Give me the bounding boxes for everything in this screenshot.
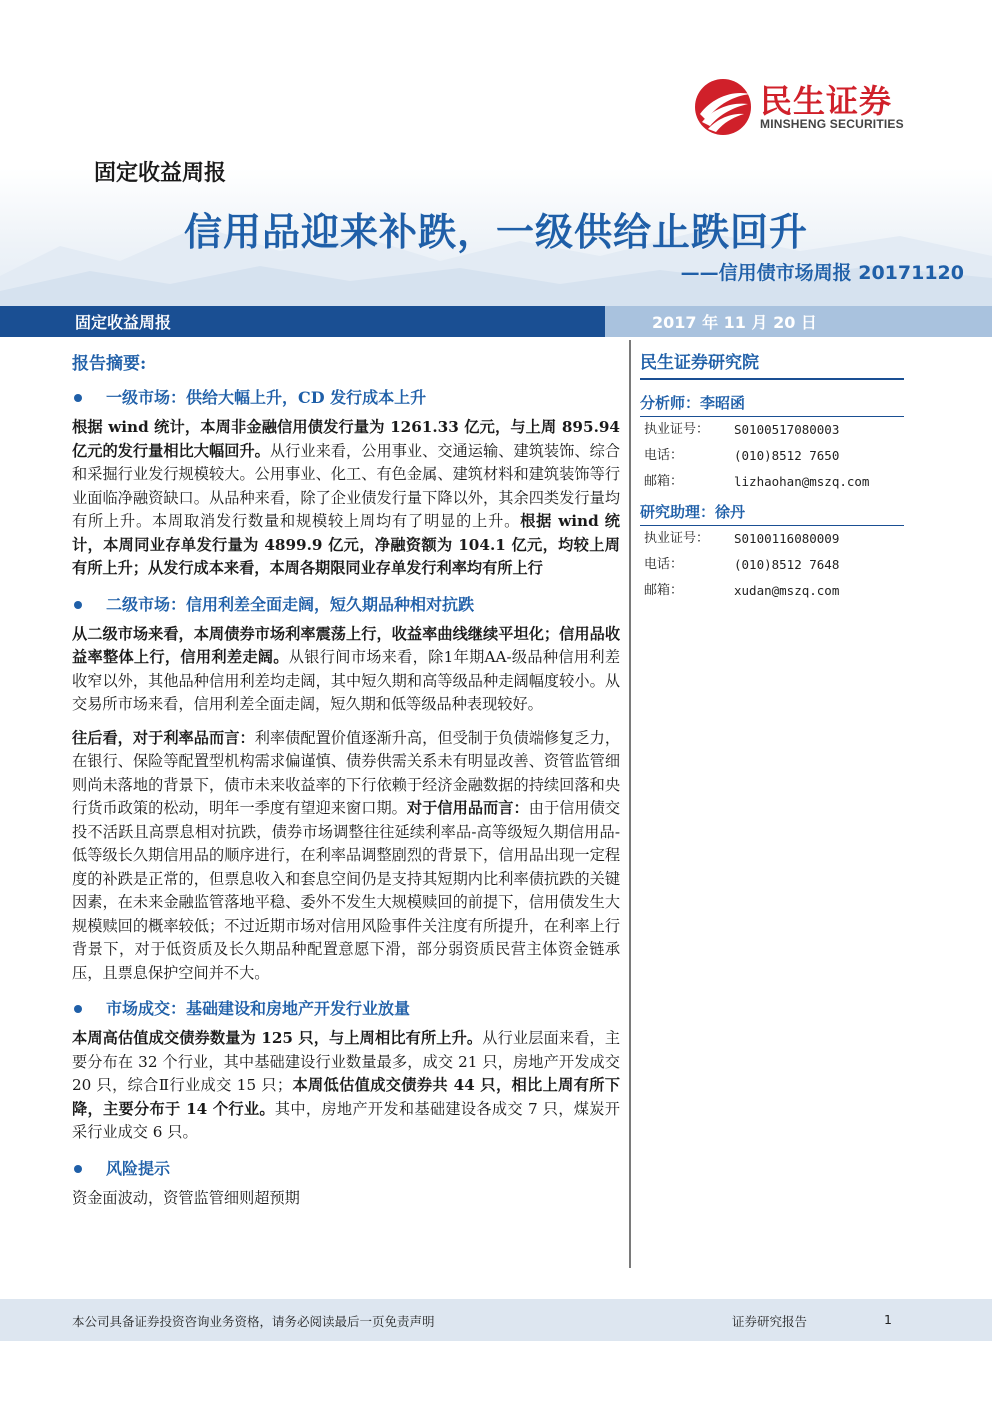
section-heading bbox=[72, 591, 620, 619]
section-heading bbox=[72, 384, 620, 412]
assistant-license-value: S0100116080009 bbox=[734, 531, 840, 546]
assistant-phone-value: (010)8512 7648 bbox=[734, 557, 840, 572]
analyst-email-row bbox=[640, 469, 908, 495]
bar-category-label: 固定收益周报 bbox=[75, 313, 172, 332]
paragraph-bold-run: 根据 wind 统计，本周同业存单发行量为 4899.9 亿元，净融资额为 104.1 亿元，均较上周有所上升；从发行成本来看，本周各期限同业存单发行利率均有所上行 bbox=[72, 512, 620, 577]
paragraph-run: 从行业层面来看，主要分布在 32 个行业，其中基础建设行业数量最多，成交 21 只，房地产开发成交 20 只，综合Ⅱ行业成交 15 只； bbox=[72, 1029, 621, 1094]
paragraph-run: 由于信用债交投不活跃且高票息相对抗跌，债券市场调整往往延续利率品-高等级短久期信用品-低等级长久期信用品的顺序进行，在利率品调整剧烈的背景下，信用品出现一定程度的补跌是正常的，但票息收入和套息空间仍是支持其短期内比利率债抗跌的关键因素，在未来金融监管落地平稳、委外不发生大规模赎回的前提下，信用债发生大规模赎回的概率较低；不过近期市场对信用风险事件关注度有所提升，在利率上行背景下，对于低资质及长久期品种配置意愿下滑，部分弱资质民营主体资金链承压，且票息保护空间并不大。 bbox=[72, 799, 621, 982]
paragraph-bold-run: 从二级市场来看，本周债券市场利率震荡上行，收益率曲线继续平坦化；信用品收益率整体上行，信用利差走阔。 bbox=[72, 624, 620, 666]
assistant-email-label: 邮箱： bbox=[644, 583, 684, 598]
bullet-dot-icon bbox=[74, 1165, 82, 1173]
paragraph-run: 从行业来看，公用事业、交通运输、建筑装饰、综合和采掘行业发行规模较大。公用事业、化工、有色金属、建筑材料和建筑装饰等行业面临净融资缺口。从品种来看，除了企业债发行量下降以外，其余四类发行量均有所上升。本周取消发行数量和规模较上周均有了明显的上升。 bbox=[72, 441, 621, 530]
paragraph-bold-run: 本周高估值成交债券数量为 125 只，与上周相比有所上升。 bbox=[72, 1029, 483, 1047]
footer-disclaimer: 本公司具备证券投资咨询业务资格，请务必阅读最后一页免责声明 bbox=[72, 1314, 435, 1329]
column-divider bbox=[629, 340, 631, 1268]
section-heading-text: 一级市场：供给大幅上升，CD 发行成本上升 bbox=[106, 388, 427, 407]
assistant-role: 研究助理：徐丹 bbox=[640, 503, 746, 521]
logo-mark-icon bbox=[692, 76, 754, 138]
analyst-license-value: S0100517080003 bbox=[734, 422, 840, 437]
report-subtitle: ——信用债市场周报 20171120 bbox=[680, 262, 964, 284]
paragraph-run: 利率债配置价值逐渐升高，但受制于负债端修复乏力，在银行、保险等配置型机构需求偏谨慎、债券供需关系未有明显改善、资管监管细则尚未落地的背景下，债市未来收益率的下行依赖于经济金融数据的持续回落和央行货币政策的松动，明年一季度有望迎来窗口期。 bbox=[72, 728, 621, 817]
analyst-email-value[interactable]: lizhaohan@mszq.com bbox=[734, 474, 870, 489]
bullet-dot-icon bbox=[74, 601, 82, 609]
minsheng-logo bbox=[692, 76, 928, 136]
institute-name: 民生证券研究院 bbox=[640, 353, 759, 373]
paragraph-bold-run: 对于信用品而言： bbox=[406, 799, 529, 817]
paragraph-run: 其中，房地产开发和基础建设各成交 7 只，煤炭开采行业成交 6 只。 bbox=[72, 1099, 620, 1141]
paragraph-bold-run: 根据 wind 统计，本周非金融信用债发行量为 1261.33 亿元，与上周 895.94 亿元的发行量相比大幅回升。 bbox=[72, 418, 620, 460]
assistant-license-row bbox=[640, 526, 908, 552]
analyst-sidebar bbox=[640, 348, 908, 604]
section-paragraph bbox=[72, 1027, 620, 1145]
assistant-phone-row bbox=[640, 552, 908, 578]
paragraph-bold-run: 往后看，对于利率品而言： bbox=[72, 728, 255, 747]
paragraph-bold-run: 本周低估值成交债券共 44 只，相比上周有所下降，主要分布于 14 个行业。 bbox=[72, 1076, 620, 1118]
analyst-role: 分析师：李昭函 bbox=[640, 394, 746, 412]
logo-text-en: MINSHENG SECURITIES bbox=[760, 117, 904, 131]
section-heading bbox=[72, 995, 620, 1023]
footer-report-type: 证券研究报告 bbox=[732, 1314, 808, 1329]
summary-sections bbox=[72, 384, 620, 1220]
paragraph-run: 从银行间市场来看，除1年期AA-级品种信用利差收窄以外，其他品种信用利差均走阔，其中短久期和高等级品种走阔幅度较小。从交易所市场来看，信用利差全面走阔，短久期和低等级品种表现较好。 bbox=[72, 648, 621, 713]
section-heading-text: 二级市场：信用利差全面走阔，短久期品种相对抗跌 bbox=[106, 594, 475, 614]
document-type: 固定收益周报 bbox=[94, 161, 227, 186]
assistant-phone-label: 电话： bbox=[644, 557, 684, 572]
summary-heading: 报告摘要: bbox=[72, 354, 147, 374]
analyst-phone-row bbox=[640, 443, 908, 469]
analyst-email-label: 邮箱： bbox=[644, 474, 684, 489]
section-heading bbox=[72, 1155, 620, 1183]
report-summary bbox=[72, 349, 620, 1220]
report-title: 信用品迎来补跌，一级供给止跌回升 bbox=[183, 210, 808, 254]
logo-text-cn: 民生证券 bbox=[760, 82, 893, 120]
assistant-email-value[interactable]: xudan@mszq.com bbox=[734, 583, 840, 598]
analyst-phone-value: (010)8512 7650 bbox=[734, 448, 840, 463]
analyst-license-row bbox=[640, 417, 908, 443]
analyst-license-label: 执业证号： bbox=[644, 422, 710, 437]
analyst-phone-label: 电话： bbox=[644, 448, 684, 463]
bullet-dot-icon bbox=[74, 1005, 82, 1013]
section-paragraph bbox=[72, 623, 620, 717]
bullet-dot-icon bbox=[74, 394, 82, 402]
section-paragraph bbox=[72, 727, 620, 986]
report-header bbox=[0, 0, 992, 306]
section-heading-text: 风险提示 bbox=[106, 1158, 171, 1178]
section-paragraph bbox=[72, 1187, 620, 1211]
assistant-email-row bbox=[640, 578, 908, 604]
paragraph-run: 资金面波动，资管监管细则超预期 bbox=[72, 1188, 300, 1207]
report-date: 2017 年 11 月 20 日 bbox=[652, 313, 817, 332]
sidebar-rule bbox=[640, 378, 904, 380]
page-number: 1 bbox=[884, 1312, 892, 1327]
assistant-license-label: 执业证号： bbox=[644, 531, 710, 546]
section-paragraph bbox=[72, 416, 620, 581]
section-heading-text: 市场成交：基础建设和房地产开发行业放量 bbox=[106, 999, 411, 1018]
